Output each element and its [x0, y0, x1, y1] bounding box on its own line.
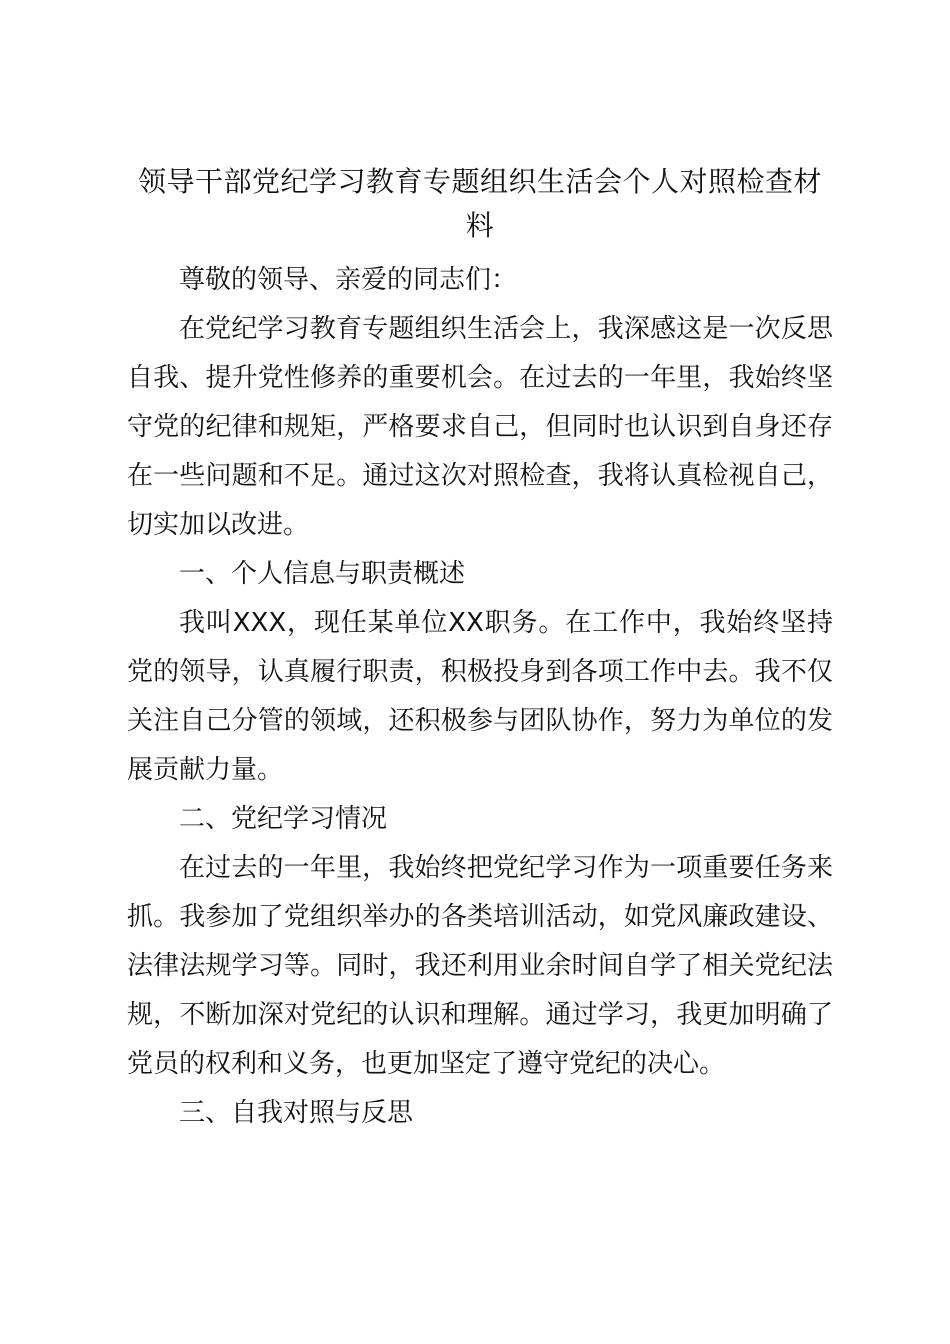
salutation: 尊敬的领导、亲爱的同志们： [179, 265, 518, 295]
intro-paragraph: 在党纪学习教育专题组织生活会上，我深感这是一次反思自我、提升党性修养的重要机会。在过去的一年里，我始终坚守党的纪律和规矩，严格要求自己，但同时也认识到自身还存在一些问题和不足。通过这次对照检查，我将认真检视自己，切实加以改进。 [127, 314, 833, 540]
section-heading-1: 一、个人信息与职责概述 [179, 559, 466, 589]
section-body-1: 我叫XXX，现任某单位XX职务。在工作中，我始终坚持党的领导，认真履行职责，积极投身到各项工作中去。我不仅关注自己分管的领域，还积极参与团队协作，努力为单位的发展贡献力量。 [127, 608, 833, 785]
section-heading-3: 三、自我对照与反思 [179, 1098, 414, 1128]
section-heading-2: 二、党纪学习情况 [179, 804, 388, 834]
section-body-2: 在过去的一年里，我始终把党纪学习作为一项重要任务来抓。我参加了党组织举办的各类培训活动，如党风廉政建设、法律法规学习等。同时，我还利用业余时间自学了相关党纪法规，不断加深对党纪的认识和理解。通过学习，我更加明确了党员的权利和义务，也更加坚定了遵守党纪的决心。 [127, 853, 833, 1079]
document-body [127, 160, 833, 1138]
document-title: 领导干部党纪学习教育专题组织生活会个人对照检查材料 [137, 165, 822, 242]
